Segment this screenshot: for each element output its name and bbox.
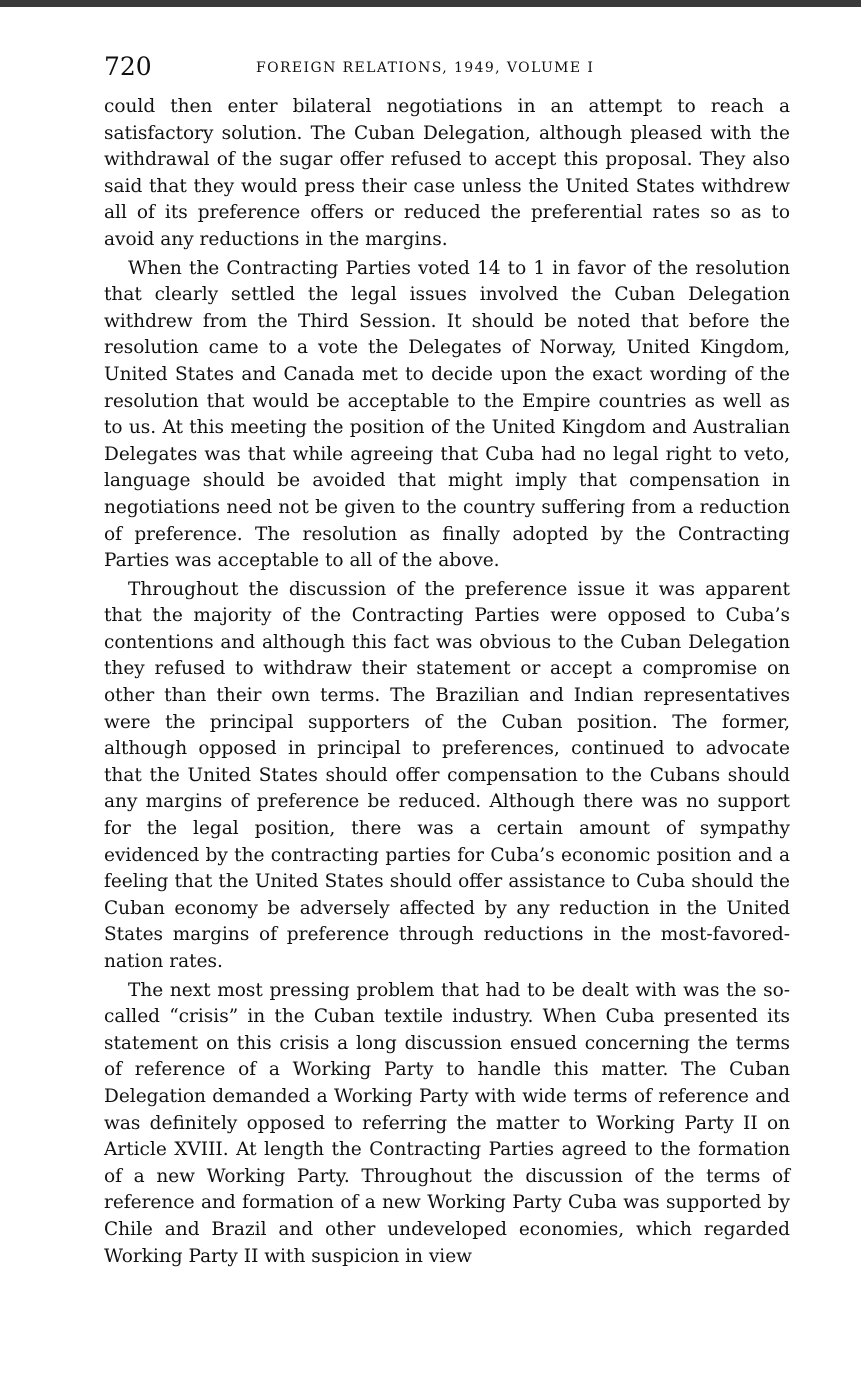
body-text — [104, 94, 790, 1270]
document-page — [104, 52, 790, 1272]
page-number: 720 — [104, 52, 152, 81]
running-head — [104, 52, 790, 88]
paragraph-continued: could then enter bilateral negotiations in an attempt to reach a satisfactory solution. The Cuban Delegation, although pleased with the withdrawal of the sugar offer refused to accept this proposal. They also said that they would press their case unless the United States withdrew all of its preference offers or reduced the preferential rates so as to avoid any reductions in the margins. — [104, 96, 790, 250]
paragraph: When the Contracting Parties voted 14 to 1 in favor of the resolution that clearly settled the legal issues involved the Cuban Delegation withdrew from the Third Session. It should be noted that before the resolution came to a vote the Delegates of Norway, United Kingdom, United States and Canada met to decide upon the exact wording of the resolution that would be acceptable to the Empire countries as well as to us. At this meeting the position of the United Kingdom and Australian Delegates was that while agreeing that Cuba had no legal right to veto, language should be avoided that might imply that compensation in negotiations need not be given to the country suffering from a reduction of preference. The resolution as finally adopted by the Contracting Parties was acceptable to all of the above. — [104, 257, 790, 572]
paragraph: Throughout the discussion of the preference issue it was apparent that the majority of the Contracting Parties were opposed to Cuba’s contentions and although this fact was obvious to the Cuban Delegation they refused to withdraw their statement or accept a compromise on other than their own terms. The Brazilian and Indian representatives were the principal supporters of the Cuban position. The former, although opposed in principal to preferences, continued to advocate that the United States should offer compensation to the Cubans should any margins of preference be reduced. Although there was no support for the legal position, there was a certain amount of sympathy evidenced by the contracting parties for Cuba’s economic position and a feeling that the United States should offer assistance to Cuba should the Cuban economy be adversely affected by any reduction in the United States margins of preference through reductions in the most-favored-nation rates. — [104, 578, 790, 972]
paragraph: The next most pressing problem that had to be dealt with was the so-called “crisis” in the Cuban textile industry. When Cuba presented its statement on this crisis a long discussion ensued concerning the terms of reference of a Working Party to handle this matter. The Cuban Delegation demanded a Working Party with wide terms of reference and was definitely opposed to referring the matter to Working Party II on Article XVIII. At length the Contracting Parties agreed to the formation of a new Working Party. Throughout the discussion of the terms of reference and formation of a new Working Party Cuba was supported by Chile and Brazil and other undeveloped economies, which regarded Working Party II with suspicion in view — [104, 979, 790, 1267]
top-border-rule — [0, 0, 861, 7]
running-title: FOREIGN RELATIONS, 1949, VOLUME I — [256, 60, 595, 76]
